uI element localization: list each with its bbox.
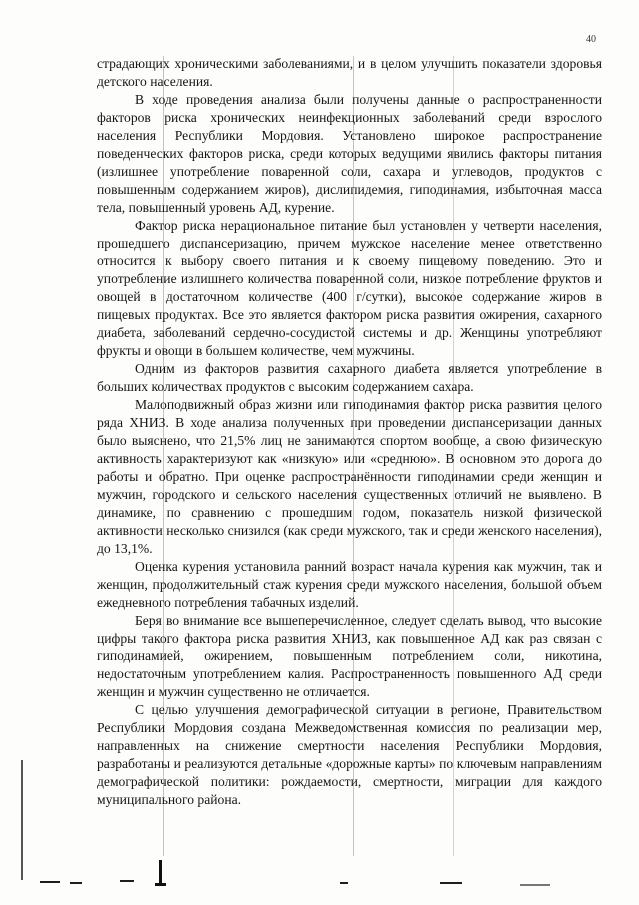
paragraph: Малоподвижный образ жизни или гиподинамия фактор риска развития целого ряда ХНИЗ. В ходе анализа полученных при проведении диспансеризации данных было выяснено, что 21,5% лиц не занимаются спортом вообще, а свою физическую активность характеризуют как «низкую» или «среднюю». В основном это дорога до работы и обратно. При оценке распространённости гиподинамии среди женщин и мужчин, городского и сельского населения существенных отличий не выявлено. В динамике, по сравнению с прошедшим годом, показатель низкой физической активности несколько снизился (как среди мужского, так и среди женского населения), до 13,1%.	[97, 397, 602, 556]
paragraph: страдающих хроническими заболеваниями, и в целом улучшить показатели здоровья детского населения.	[97, 56, 602, 89]
scan-mark	[70, 882, 82, 884]
scan-mark	[40, 881, 60, 883]
body-text	[97, 55, 602, 809]
paragraph: Одним из факторов развития сахарного диабета является употребление в больших количествах продуктов с высоким содержанием сахара.	[97, 361, 602, 395]
paragraph: Оценка курения установила ранний возраст начала курения как мужчин, так и женщин, продолжительный стаж курения среди мужского населения, большой объем ежедневного потребления табачных изделий.	[97, 558, 602, 610]
page-number: 40	[586, 34, 596, 45]
scan-mark-tick	[159, 860, 162, 886]
scan-mark	[340, 882, 348, 884]
scan-mark	[520, 884, 550, 886]
scan-mark	[120, 880, 134, 882]
scan-mark	[440, 882, 462, 884]
paragraph: Фактор риска нерациональное питание был установлен у четверти населения, прошедшего диспансеризацию, причем мужское население менее ответственно относится к выбору своего питания и к своему пищевому поведению. Это и употребление излишнего количества поваренной соли, низкое потребление фруктов и овощей в достаточном количестве (400 г/сутки), высокое содержание жиров в пищевых продуктах. Все это является фактором риска развития ожирения, сахарного диабета, заболеваний сердечно-сосудистой системы и др. Женщины употребляют фрукты и овощи в большем количестве, чем мужчины.	[97, 217, 602, 359]
paragraph: В ходе проведения анализа были получены данные о распространенности факторов риска хронических неинфекционных заболеваний среди взрослого населения Республики Мордовия. Установлено широкое распространение поведенческих факторов риска, среди которых ведущими явились факторы питания (излишнее употребление поваренной соли, сахара и углеводов, продуктов с повышенным содержанием жиров), дислипидемия, гиподинамия, избыточная масса тела, повышенный уровень АД, курение.	[97, 91, 602, 215]
footer-scan-marks	[0, 860, 639, 900]
paragraph: Беря во внимание все вышеперечисленное, следует сделать вывод, что высокие цифры такого фактора риска развития ХНИЗ, как повышенное АД как раз связан с гиподинамией, ожирением, повышенным потреблением соли, никотина, недостаточным употреблением калия. Распространенность повышенного АД среди женщин и мужчин существенно не отличается.	[97, 612, 602, 700]
paragraph: С целью улучшения демографической ситуации в регионе, Правительством Республики Мордовия создана Межведомственная комиссия по реализации мер, направленных на снижение смертности населения Республики Мордовия, разработаны и реализуются детальные «дорожные карты» по ключевым направлениям демографической политики: рождаемости, смертности, миграции для каждого муниципального района.	[97, 702, 602, 808]
